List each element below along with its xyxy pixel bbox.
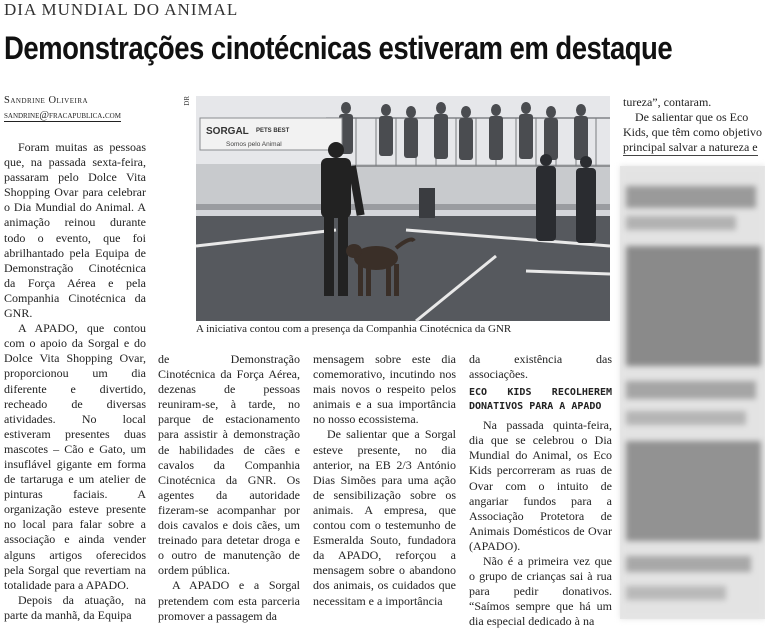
paragraph: De salientar que a Sorgal esteve presente, no dia anterior, na EB 2/3 António Dias Simões para uma ação de sensibilização sobre os animais. A empresa, que contou com o testemunho de Esmeralda Souto, fundadora da APADO, reforçou a mensagem sobre o abandono dos animais, os cuidados que necessitam e a importância <box>313 427 456 608</box>
photo-banner-slogan: Somos pelo Animal <box>226 141 282 148</box>
article-column-1 <box>4 140 146 622</box>
paragraph: mensagem sobre este dia comemorativo, incutindo nos mais novos o respeito pelos animais e a sua importância no nosso ecossistema. <box>313 352 456 427</box>
paragraph: Foram muitas as pessoas que, na passada sexta-feira, passaram pelo Dolce Vita Shopping Ovar para celebrar o Dia Mundial do Animal. A animação reinou durante todo o evento, que foi abrilhantado pela Equipa de Demonstração Cinotécnica da Força Aérea e pela Companhia Cinotécnica da GNR. <box>4 140 146 321</box>
photo-illustration <box>196 96 610 321</box>
author-name: Sandrine Oliveira <box>4 95 89 106</box>
paragraph-line: principal salvar a natureza e <box>623 140 758 154</box>
paragraph: de Demonstração Cinotécnica da Força Aérea, dezenas de pessoas reuniram-se, à tarde, no parque de estacionamento para assistir à demonstração de habilidades de cães e cavalos da Companhia Cinotécnica da GNR. Os agentes da autoridade fizeram-se acompanhar por dois cavalos e dois cães, um treinado para detetar droga e o outro de manutenção de ordem pública. <box>158 352 300 578</box>
section-label: DIA MUNDIAL DO ANIMAL <box>4 0 239 19</box>
article-photo <box>196 96 610 321</box>
article-column-5 <box>623 95 765 156</box>
paragraph: Depois da atuação, na parte da manhã, da Equipa <box>4 592 146 622</box>
article-column-2 <box>158 352 300 623</box>
paragraph-line: tureza”, contaram. <box>623 95 712 109</box>
paragraph: A APADO, que contou com o apoio da Sorgal e do Dolce Vita Shopping Ovar, proporcionou um dia diferente e divertido, recheado de diversas atividades. No local estiveram presentes duas mascotes – Cão e Gato, um insuflável gigante em forma de tartaruga e um atelier de pinturas faciais. A organização esteve presente no local para falar sobre a associação e ainda vender alguns artigos oferecidos pela Sorgal que revertiam na totalidade para a APADO. <box>4 321 146 592</box>
photo-credit: DR <box>183 96 191 106</box>
paragraph: da existência das associações. <box>469 352 612 382</box>
headline: Demonstrações cinotécnicas estiveram em destaque <box>4 30 673 66</box>
paragraph: A APADO e a Sorgal pretendem com esta parceria promover a passagem da <box>158 578 300 623</box>
subheading: ECO KIDS RECOLHEREM DONATIVOS PARA A APADO <box>469 387 612 413</box>
paragraph-line: De salientar que os Eco <box>635 110 749 124</box>
paragraph-line: Kids, que têm como objetivo <box>623 125 762 139</box>
photo-banner-logo: PETS BEST <box>256 128 290 134</box>
author-email[interactable]: sandrine@fracapublica.com <box>4 110 121 121</box>
photo-caption: A iniciativa contou com a presença da Companhia Cinotécnica da GNR <box>196 323 512 335</box>
photo-banner-brand: SORGAL <box>206 126 249 137</box>
blurred-advertisement <box>620 166 765 619</box>
article-column-3 <box>313 352 456 619</box>
paragraph: Na passada quinta-feira, dia que se celebrou o Dia Mundial do Animal, os Eco Kids percorreram as ruas de Ovar com o intuito de angariar fundos para a Associação Protetora de Animais Domésticos de Ovar (APADO). <box>469 418 612 553</box>
paragraph: Não é a primeira vez que o grupo de crianças sai à rua para pedir donativos. “Saímos sempre que há um dia especial dedicado à na <box>469 554 612 629</box>
article-column-4 <box>469 352 612 629</box>
